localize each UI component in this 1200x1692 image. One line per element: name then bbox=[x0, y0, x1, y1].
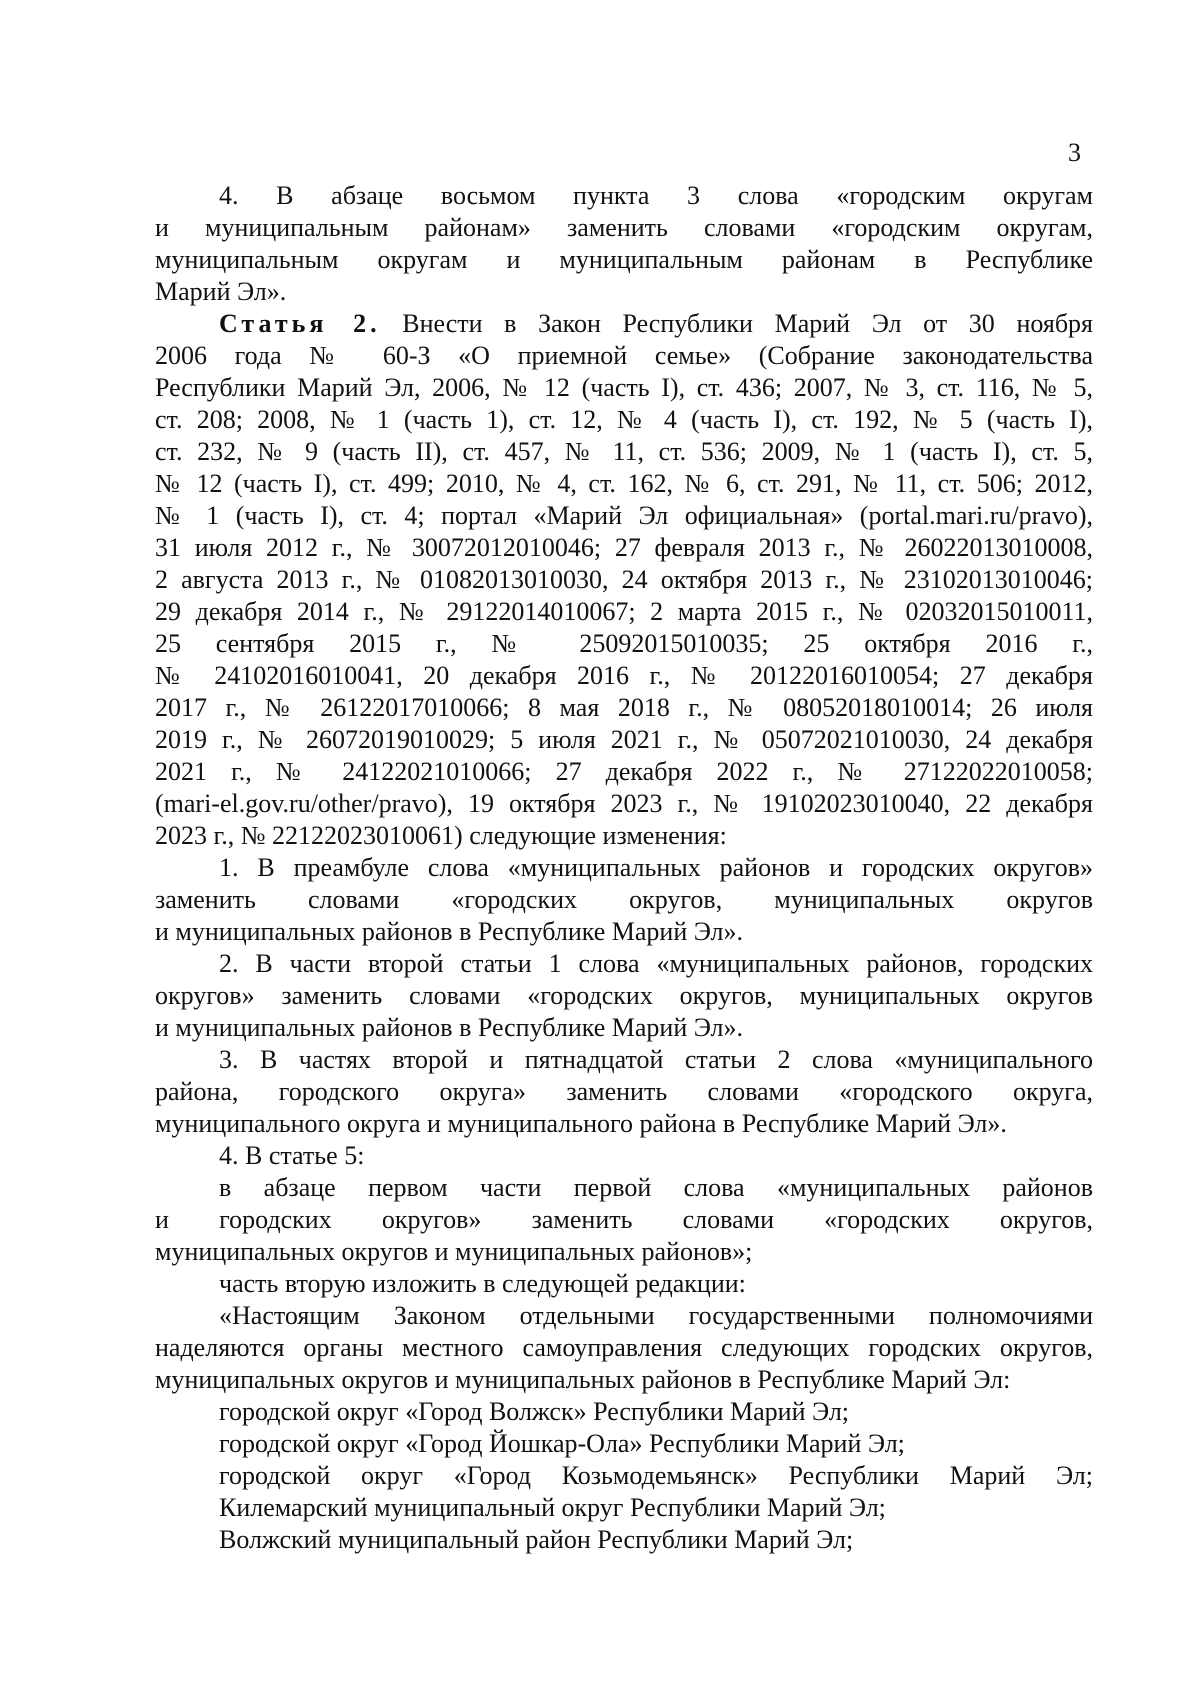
text-line: ст. 208; 2008, № 1 (часть 1), ст. 12, № 4 (часть I), ст. 192, № 5 (часть I), bbox=[155, 405, 1093, 434]
text-line: в абзаце первом части первой слова «муниципальных районов bbox=[219, 1173, 1093, 1202]
text-line: 1. В преамбуле слова «муниципальных районов и городских округов» bbox=[219, 853, 1093, 882]
text-line: Республики Марий Эл, 2006, № 12 (часть I), ст. 436; 2007, № 3, ст. 116, № 5, bbox=[155, 373, 1093, 402]
text-line: 3. В частях второй и пятнадцатой статьи 2 слова «муниципального bbox=[219, 1045, 1093, 1074]
article-heading: Статья 2. bbox=[219, 309, 381, 338]
text-line: 4. В абзаце восьмом пункта 3 слова «городским округам bbox=[219, 181, 1093, 210]
document-body bbox=[155, 180, 1093, 1556]
text-line: (mari-el.gov.ru/other/pravo), 19 октября 2023 г., № 19102023010040, 22 декабря bbox=[155, 789, 1093, 818]
text-line: «Настоящим Законом отдельными государственными полномочиями bbox=[219, 1301, 1093, 1330]
text-line: муниципальным округам и муниципальным районам в Республике bbox=[155, 245, 1093, 274]
text-line: 25 сентября 2015 г., № 25092015010035; 25 октября 2016 г., bbox=[155, 629, 1093, 658]
text-line: муниципального округа и муниципального района в Республике Марий Эл». bbox=[155, 1109, 1007, 1138]
text-line: 2. В части второй статьи 1 слова «муниципальных районов, городских bbox=[219, 949, 1093, 978]
text-line: 2017 г., № 26122017010066; 8 мая 2018 г., № 08052018010014; 26 июля bbox=[155, 693, 1093, 722]
text-line: и муниципальным районам» заменить словами «городским округам, bbox=[155, 213, 1093, 242]
page-number: 3 bbox=[1068, 138, 1081, 167]
text-line: Килемарский муниципальный округ Республики Марий Эл; bbox=[219, 1493, 886, 1522]
text-line: 2006 года № 60-З «О приемной семье» (Собрание законодательства bbox=[155, 341, 1093, 370]
text-line: № 12 (часть I), ст. 499; 2010, № 4, ст. 162, № 6, ст. 291, № 11, ст. 506; 2012, bbox=[155, 469, 1093, 498]
text-line: муниципальных округов и муниципальных районов»; bbox=[155, 1237, 753, 1266]
text-line: городской округ «Город Козьмодемьянск» Республики Марий Эл; bbox=[219, 1461, 1093, 1490]
text-line: и муниципальных районов в Республике Марий Эл». bbox=[155, 917, 744, 946]
text-line: 2023 г., № 22122023010061) следующие изменения: bbox=[155, 821, 727, 850]
text-line: ст. 232, № 9 (часть II), ст. 457, № 11, ст. 536; 2009, № 1 (часть I), ст. 5, bbox=[155, 437, 1093, 466]
text-line: 2021 г., № 24122021010066; 27 декабря 2022 г., № 27122022010058; bbox=[155, 757, 1093, 786]
text-line: часть вторую изложить в следующей редакции: bbox=[219, 1269, 746, 1298]
article-2-line bbox=[155, 308, 1093, 340]
text-line: 2019 г., № 26072019010029; 5 июля 2021 г., № 05072021010030, 24 декабря bbox=[155, 725, 1093, 754]
text-line: Волжский муниципальный район Республики Марий Эл; bbox=[219, 1525, 854, 1554]
text-line: № 1 (часть I), ст. 4; портал «Марий Эл официальная» (portal.mari.ru/pravo), bbox=[155, 501, 1093, 530]
text-line: района, городского округа» заменить словами «городского округа, bbox=[155, 1077, 1093, 1106]
text-line: № 24102016010041, 20 декабря 2016 г., № 20122016010054; 27 декабря bbox=[155, 661, 1093, 690]
text-line: 2 августа 2013 г., № 01082013010030, 24 октября 2013 г., № 23102013010046; bbox=[155, 565, 1093, 594]
text-line: и муниципальных районов в Республике Марий Эл». bbox=[155, 1013, 744, 1042]
text-line: округов» заменить словами «городских округов, муниципальных округов bbox=[155, 981, 1093, 1010]
text-line: 4. В статье 5: bbox=[219, 1141, 365, 1170]
text-line: городской округ «Город Волжск» Республики Марий Эл; bbox=[219, 1397, 850, 1426]
text-line: 31 июля 2012 г., № 30072012010046; 27 февраля 2013 г., № 26022013010008, bbox=[155, 533, 1093, 562]
text-line: 29 декабря 2014 г., № 29122014010067; 2 марта 2015 г., № 02032015010011, bbox=[155, 597, 1093, 626]
text-line: и городских округов» заменить словами «городских округов, bbox=[155, 1205, 1093, 1234]
text-line: наделяются органы местного самоуправления следующих городских округов, bbox=[155, 1333, 1093, 1362]
text-line: Марий Эл». bbox=[155, 277, 287, 306]
text-line: городской округ «Город Йошкар-Ола» Республики Марий Эл; bbox=[219, 1429, 905, 1458]
text-line: заменить словами «городских округов, муниципальных округов bbox=[155, 885, 1093, 914]
text-line: муниципальных округов и муниципальных районов в Республике Марий Эл: bbox=[155, 1365, 1011, 1394]
text-line: Внести в Закон Республики Марий Эл от 30 ноября bbox=[402, 309, 1094, 338]
